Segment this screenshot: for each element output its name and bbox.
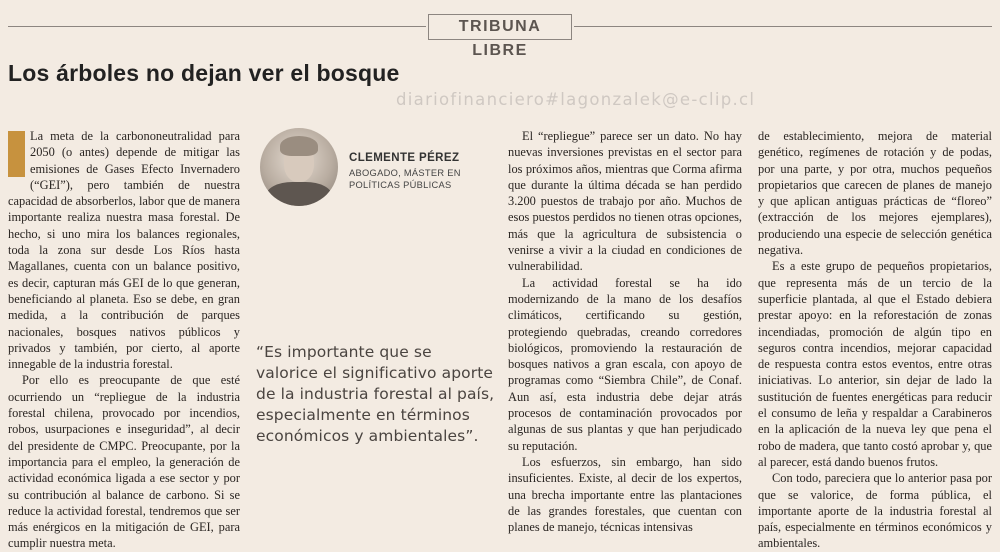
paragraph: Por ello es preocupante de que esté ocurriendo un “repliegue de la industria forestal chilena, provocado por incendios, robos, usurpaciones e inseguridad”, al decir del presidente de CMPC. Preocupante, por la importancia para el empleo, la generación de actividad económica ligada a ese sector y por su contribución al balance de carbono. Si se reduce la actividad forestal, tendremos que ser más enérgicos en la mitigación de GEI, para cumplir nuestra meta. [8,373,240,551]
article-headline: Los árboles no dejan ver el bosque [8,60,400,86]
paragraph: El “repliegue” parece ser un dato. No hay nuevas inversiones previstas en el sector para los próximos años, mientras que Corma afirma que durante la última década se han perdido 3.200 puestos de trabajo por año. Muchos de esos puestos perdidos no tienen otras opciones, más que la agricultura de subsistencia o venirse a vivir a la ciudad en condiciones de vulnerabilidad. [508,129,742,274]
paragraph: Los esfuerzos, sin embargo, han sido insuficientes. Existe, al decir de los expertos, una brecha importante entre las plantaciones de las grandes forestales, que cuentan con planes de manejo, técnicas intensivas [508,454,742,535]
author-role-line: ABOGADO, MÁSTER EN [349,168,461,178]
pull-quote: “Es importante que se valorice el significativo aporte de la industria forestal al país, especialmente en términos económicos y ambientales”. [256,343,495,445]
article-column-1 [8,128,240,552]
section-label: TRIBUNA LIBRE [458,18,542,59]
author-role-line: POLÍTICAS PÚBLICAS [349,180,452,190]
paragraph: Con todo, pareciera que lo anterior pasa por que se valorice, de forma pública, el importante aporte de la industria forestal al país, especialmente en términos económicos y ambientales. [758,471,992,551]
paragraph: de establecimiento, mejora de material genético, regímenes de rotación y de podas, por una parte, y por otra, muchos pequeños propietarios que carecen de planes de manejo y que aplican antiguas prácticas de “floreo” (extracción de los mejores ejemplares), produciendo una especie de selección genética negativa. [758,129,992,258]
author-role [349,167,479,191]
article-column-4 [758,128,992,552]
paragraph: La actividad forestal se ha ido modernizando de la mano de los desafíos climáticos, certificando su gestión, protegiendo quebradas, creando corredores biológicos, promoviendo la restauración de bosques nativos a gran escala, con apoyo de programas como “Siembra Chile”, de Conaf. Aun así, esta industria debe dejar atrás procesos de contaminación provocados por algunas de sus plantas y que han perjudicado su reputación. [508,275,742,453]
section-label-box [428,14,572,59]
paragraph: Es a este grupo de pequeños propietarios, que representa más de un tercio de la superficie plantada, al que el Estado debiera prestar apoyo: en la reforestación de zonas incendiadas, promoción de algún tipo en seguros contra incendios, mejorar capacidad de respuesta contra estos eventos, entre otras iniciativas. Lo anterior, sin dejar de lado la sustitución de fuentes energéticas para reducir el consumo de leña y respaldar a Carabineros en la aplicación de la nueva ley que pena el robo de madera, que tanto costó aprobar y, que al parecer, está dando buenos frutos. [758,259,992,469]
author-name: CLEMENTE PÉREZ [349,152,460,164]
paragraph: La meta de la carbononeutralidad para 2050 (o antes) depende de mitigar las emisiones de Gases Efecto Invernadero (“GEI”), pero también de nuestra capacidad de absorberlos, labor que de manera importante realiza nuestra masa forestal. De hecho, si uno mira los balances regionales, toda la zona sur desde Los Ríos hasta Magallanes, cuenta con un balance positivo, es decir, capturan más GEI de lo que generan, beneficiando al planeta. Eso se debe, en gran medida, a la contribución de parques nacionales, bosques nativos públicos y privados y también, por cierto, al aporte innegable de la industria forestal. [8,129,240,372]
section-rule-left [8,26,426,27]
drop-cap-block [8,131,25,177]
watermark: diariofinanciero#lagonzalek@e-clip.cl [396,90,756,109]
article-column-3 [508,128,742,535]
author-photo [260,128,338,206]
section-rule-right [574,26,992,27]
